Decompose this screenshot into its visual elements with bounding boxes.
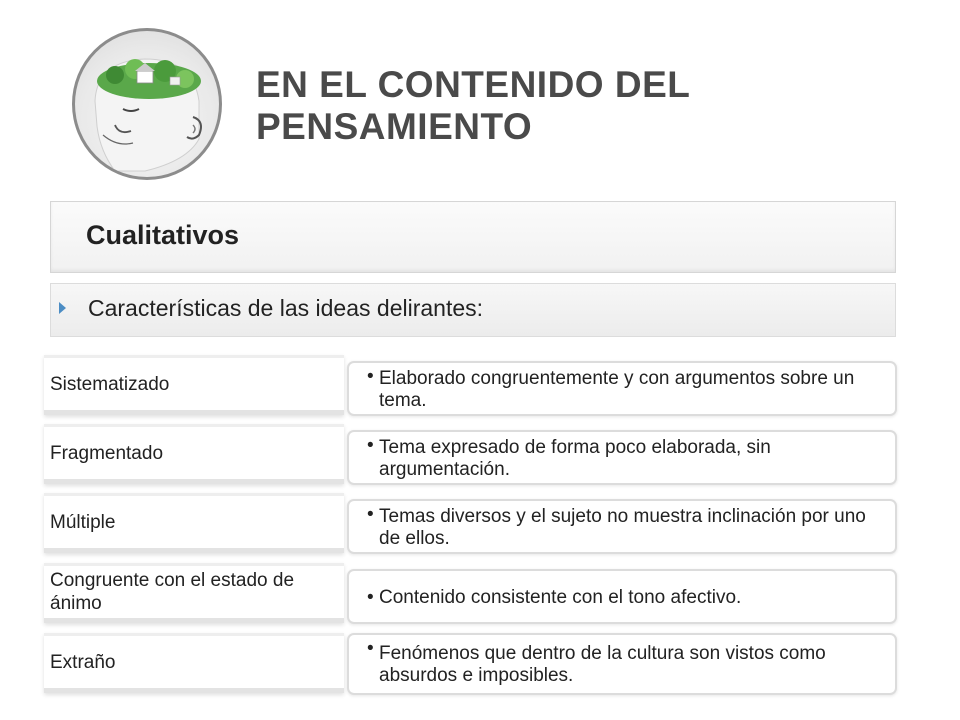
row-description <box>347 633 897 695</box>
section-subtitle: Cualitativos <box>86 220 240 250</box>
list-item <box>0 633 960 703</box>
bullet-dot-icon: • <box>367 586 374 608</box>
page-title: EN EL CONTENIDO DEL PENSAMIENTO <box>256 64 690 147</box>
bullet-dot-icon: • <box>367 638 374 659</box>
row-description-text: Tema expresado de forma poco elaborada, sin argumentación. <box>379 436 771 480</box>
row-label: Congruente con el estado de ánimo <box>44 563 344 623</box>
row-description-text: Temas diversos y el sujeto no muestra inclinación por uno de ellos. <box>379 505 866 549</box>
list-item <box>0 493 960 563</box>
row-description <box>347 430 897 485</box>
bullet-dot-icon: • <box>367 435 374 456</box>
row-label: Sistematizado <box>44 355 344 415</box>
row-label: Extraño <box>44 633 344 693</box>
triangle-bullet-icon <box>59 302 66 314</box>
bullet-dot-icon: • <box>367 504 374 525</box>
list-item <box>0 355 960 425</box>
row-label: Múltiple <box>44 493 344 553</box>
row-description-text: Contenido consistente con el tono afectivo. <box>379 586 742 608</box>
logo-head-icon <box>72 28 222 180</box>
list-item <box>0 424 960 494</box>
list-item <box>0 563 960 633</box>
bullet-heading: Características de las ideas delirantes: <box>88 295 484 321</box>
row-label: Fragmentado <box>44 424 344 484</box>
row-description <box>347 361 897 416</box>
bullet-dot-icon: • <box>367 366 374 387</box>
row-description-text: Fenómenos que dentro de la cultura son vistos como absurdos e imposibles. <box>379 643 826 686</box>
row-description <box>347 569 897 624</box>
row-description <box>347 499 897 554</box>
row-description-text: Elaborado congruentemente y con argumentos sobre un tema. <box>379 367 855 411</box>
